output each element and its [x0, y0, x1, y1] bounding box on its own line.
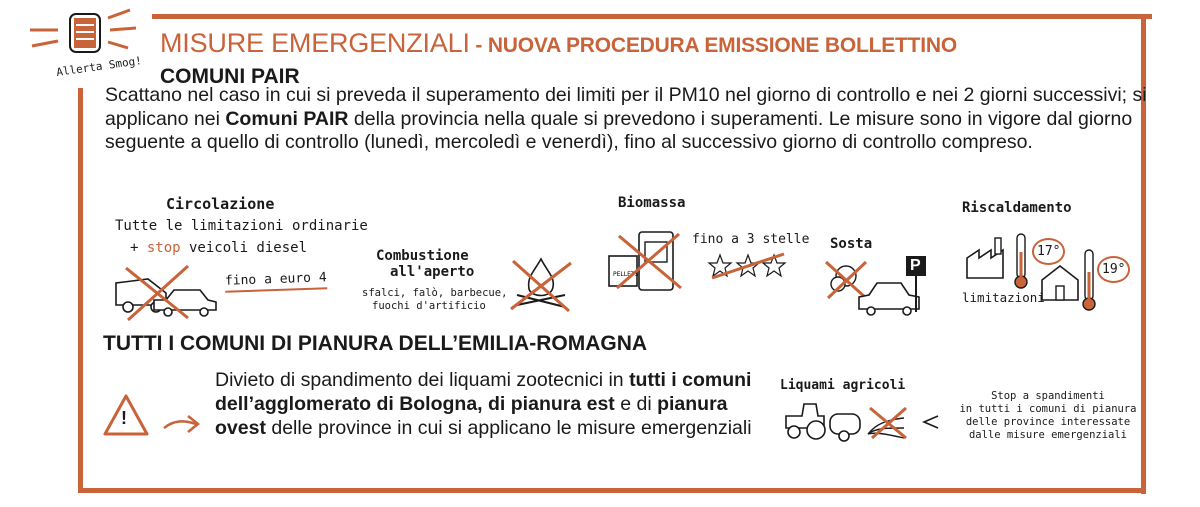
liquami-note2: in tutti i comuni di pianura — [959, 403, 1137, 415]
circolazione-line2-rest: veicoli diesel — [180, 240, 308, 256]
warning-symbol: ! — [121, 408, 127, 428]
title-sub: NUOVA PROCEDURA EMISSIONE BOLLETTINO — [487, 34, 958, 57]
combustione-desc1: sfalci, falò, barbecue, — [362, 287, 508, 299]
circolazione-plus: + — [130, 240, 147, 256]
combustione-desc2: fuochi d'artificio — [372, 300, 486, 312]
temp-17: 17° — [1032, 238, 1065, 265]
circolazione-stop: stop — [146, 240, 181, 256]
parking-sign-label: P — [910, 257, 921, 274]
combustione-title2: all'aperto — [390, 264, 475, 280]
frame-left-line — [78, 88, 83, 492]
circolazione-euro: fino a euro 4 — [225, 270, 327, 293]
arrow-icon — [160, 410, 206, 436]
riscaldamento-limitazioni: limitazioni — [962, 290, 1045, 305]
circolazione-title: Circolazione — [166, 195, 275, 213]
tutti-text-b2: pianura ovest — [215, 393, 728, 439]
frame-top-line — [152, 14, 1152, 19]
pellet-stove-icon — [605, 226, 695, 296]
pair-text — [105, 84, 1155, 155]
stars-icon — [708, 252, 788, 282]
liquami-note — [948, 390, 1148, 442]
liquami-note4: dalle misure emergenziali — [968, 429, 1128, 441]
liquami-note1: Stop a spandimenti — [991, 390, 1105, 402]
factory-icon — [965, 236, 1015, 282]
spray-icon — [864, 404, 912, 440]
thermometer-icon — [1013, 232, 1029, 292]
pair-text-part2: della provincia nella quale si prevedono i superamenti. Le misure sono in vigore dal giorno seguente a quello di controllo (lunedì, mercoledì e venerdì), fino al successivo giorno di controllo compreso. — [105, 107, 1133, 153]
title-main: MISURE EMERGENZIALI — [160, 28, 470, 58]
liquami-title: Liquami agricoli — [780, 378, 906, 393]
pellets-label: PELLETS — [613, 271, 639, 278]
tutti-text-p3: delle province in cui si applicano le misure emergenziali — [265, 417, 752, 439]
biomassa-title: Biomassa — [618, 195, 686, 211]
logo-text: Allerta Smog! — [55, 54, 143, 79]
pair-text-bold: Comuni PAIR — [225, 107, 349, 130]
tutti-text — [215, 368, 775, 440]
biomassa-stelle: fino a 3 stelle — [692, 232, 810, 247]
circolazione-line2 — [130, 240, 307, 256]
tutti-text-p1: Divieto di spandimento dei liquami zootecnici in — [215, 369, 630, 391]
frame-bottom-line — [78, 488, 1146, 493]
tutti-text-p2: e di — [614, 393, 658, 415]
arrow-icon — [918, 414, 942, 430]
tractor-icon — [780, 398, 870, 444]
circolazione-cross-icon — [118, 262, 198, 322]
page-title — [160, 28, 957, 59]
sosta-title: Sosta — [830, 236, 873, 252]
thermometer-icon — [1081, 248, 1097, 314]
liquami-note3: delle province interessate — [965, 416, 1131, 428]
pair-heading: COMUNI PAIR — [160, 65, 300, 88]
fire-icon — [507, 255, 577, 315]
combustione-title1: Combustione — [376, 248, 469, 264]
riscaldamento-title: Riscaldamento — [962, 200, 1072, 216]
title-separator: - — [469, 34, 488, 57]
pair-text-part1: Scattano nel caso in cui si preveda il superamento dei limiti per il PM10 nel giorno di controllo e nei 2 giorni successivi; si applicano nei — [105, 84, 1147, 130]
temp-19: 19° — [1097, 256, 1130, 283]
tutti-heading: TUTTI I COMUNI DI PIANURA DELL’EMILIA-ROMAGNA — [103, 332, 648, 355]
circolazione-line1: Tutte le limitazioni ordinarie — [115, 218, 368, 234]
tutti-text-b1: tutti i comuni dell’agglomerato di Bologna, di pianura est — [215, 369, 752, 415]
